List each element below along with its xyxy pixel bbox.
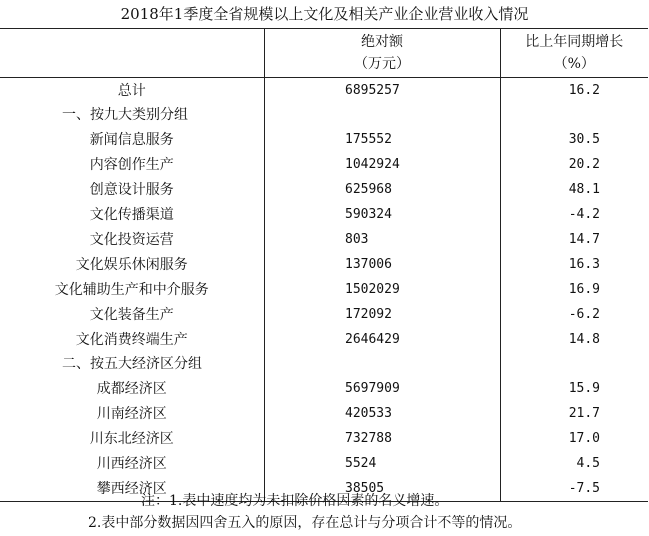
row-growth-cell <box>500 302 648 327</box>
row-growth-cell <box>500 277 648 302</box>
row-value-cell <box>264 227 500 252</box>
table-row <box>0 327 648 352</box>
table-row <box>0 252 648 277</box>
row-value-cell <box>264 451 500 476</box>
header-absolute-value-label: 绝对额 <box>361 34 403 50</box>
row-growth-rate: 16.9 <box>568 282 600 297</box>
row-label: 一、按九大类别分组 <box>62 107 188 123</box>
row-growth-cell <box>500 426 648 451</box>
table-row <box>0 177 648 202</box>
table-row <box>0 426 648 451</box>
row-growth-rate: 16.3 <box>568 257 600 272</box>
table-header-row <box>0 29 648 78</box>
header-absolute-value <box>264 29 500 78</box>
row-value-cell <box>264 152 500 177</box>
row-label: 文化传播渠道 <box>89 206 174 223</box>
row-absolute-value: 732788 <box>345 431 392 446</box>
table-row <box>0 127 648 152</box>
table-row <box>0 78 648 104</box>
row-growth-cell <box>500 152 648 177</box>
row-absolute-value: 420533 <box>345 406 392 421</box>
row-value-cell <box>264 78 500 104</box>
footnote-1: 注：1.表中速度均为未扣除价格因素的名义增速。 <box>141 493 449 509</box>
row-value-cell <box>264 376 500 401</box>
row-label: 创意设计服务 <box>89 181 174 198</box>
header-category <box>0 29 264 78</box>
row-absolute-value: 1502029 <box>345 282 400 297</box>
row-growth-rate: 17.0 <box>568 431 600 446</box>
row-label: 文化娱乐休闲服务 <box>75 256 188 273</box>
table-row <box>0 152 648 177</box>
row-growth-rate: 4.5 <box>576 456 600 471</box>
table-row <box>0 103 648 127</box>
row-growth-cell <box>500 103 648 127</box>
footnotes <box>0 490 649 534</box>
row-growth-rate: -6.2 <box>568 307 600 322</box>
row-label: 文化辅助生产和中介服务 <box>54 281 209 298</box>
table-row <box>0 401 648 426</box>
row-value-cell <box>264 352 500 376</box>
header-absolute-value-unit: （万元） <box>354 56 410 72</box>
row-value-cell <box>264 277 500 302</box>
row-absolute-value: 38505 <box>345 481 385 496</box>
row-growth-cell <box>500 227 648 252</box>
row-value-cell <box>264 401 500 426</box>
row-growth-rate: 14.8 <box>568 332 600 347</box>
row-growth-rate: -7.5 <box>568 481 600 496</box>
row-absolute-value: 1042924 <box>345 157 400 172</box>
row-label: 成都经济区 <box>96 380 167 397</box>
row-absolute-value: 803 <box>345 232 369 247</box>
table-body <box>0 78 648 502</box>
row-value-cell <box>264 426 500 451</box>
row-absolute-value: 5697909 <box>345 381 400 396</box>
header-growth-label: 比上年同期增长 <box>525 34 624 50</box>
row-value-cell <box>264 177 500 202</box>
row-growth-cell <box>500 451 648 476</box>
row-growth-cell <box>500 177 648 202</box>
row-absolute-value: 2646429 <box>345 332 400 347</box>
table-row <box>0 227 648 252</box>
row-label: 内容创作生产 <box>89 156 174 173</box>
row-absolute-value: 137006 <box>345 257 392 272</box>
row-growth-cell <box>500 376 648 401</box>
row-growth-rate: 14.7 <box>568 232 600 247</box>
row-growth-cell <box>500 327 648 352</box>
row-absolute-value: 590324 <box>345 207 392 222</box>
row-value-cell <box>264 327 500 352</box>
row-growth-cell <box>500 352 648 376</box>
row-label: 二、按五大经济区分组 <box>62 356 202 372</box>
row-growth-cell <box>500 401 648 426</box>
row-growth-rate: 15.9 <box>568 381 600 396</box>
header-growth-unit: （%） <box>553 56 595 72</box>
row-absolute-value: 6895257 <box>345 83 400 98</box>
table-title: 2018年1季度全省规模以上文化及相关产业企业营业收入情况 <box>120 5 529 23</box>
row-growth-cell <box>500 202 648 227</box>
row-absolute-value: 175552 <box>345 132 392 147</box>
row-value-cell <box>264 127 500 152</box>
row-value-cell <box>264 252 500 277</box>
row-label: 文化消费终端生产 <box>75 331 188 348</box>
row-absolute-value: 625968 <box>345 182 392 197</box>
row-label: 文化投资运营 <box>89 231 174 248</box>
revenue-table <box>0 28 648 502</box>
footnote-2: 2.表中部分数据因四舍五入的原因，存在总计与分项合计不等的情况。 <box>88 515 522 531</box>
row-growth-rate: 21.7 <box>568 406 600 421</box>
table-row <box>0 202 648 227</box>
row-growth-rate: 48.1 <box>568 182 600 197</box>
row-value-cell <box>264 202 500 227</box>
row-growth-rate: 20.2 <box>568 157 600 172</box>
row-label: 川西经济区 <box>96 455 167 472</box>
row-label: 攀西经济区 <box>0 476 264 502</box>
row-growth-rate: -4.2 <box>568 207 600 222</box>
row-growth-rate: 16.2 <box>568 83 600 98</box>
row-growth-rate: 30.5 <box>568 132 600 147</box>
row-absolute-value: 5524 <box>345 456 377 471</box>
row-growth-cell <box>500 127 648 152</box>
row-label: 川南经济区 <box>96 405 167 422</box>
table-row <box>0 277 648 302</box>
row-label: 川东北经济区 <box>89 430 174 447</box>
row-growth-cell <box>500 78 648 104</box>
table-row <box>0 376 648 401</box>
row-absolute-value: 172092 <box>345 307 392 322</box>
row-value-cell <box>264 103 500 127</box>
row-value-cell <box>264 302 500 327</box>
header-growth <box>500 29 648 78</box>
row-growth-cell <box>500 252 648 277</box>
table-row <box>0 302 648 327</box>
table-row <box>0 352 648 376</box>
row-label: 文化装备生产 <box>89 306 174 323</box>
row-label: 总计 <box>117 82 146 99</box>
table-row <box>0 451 648 476</box>
row-label: 新闻信息服务 <box>89 131 174 148</box>
